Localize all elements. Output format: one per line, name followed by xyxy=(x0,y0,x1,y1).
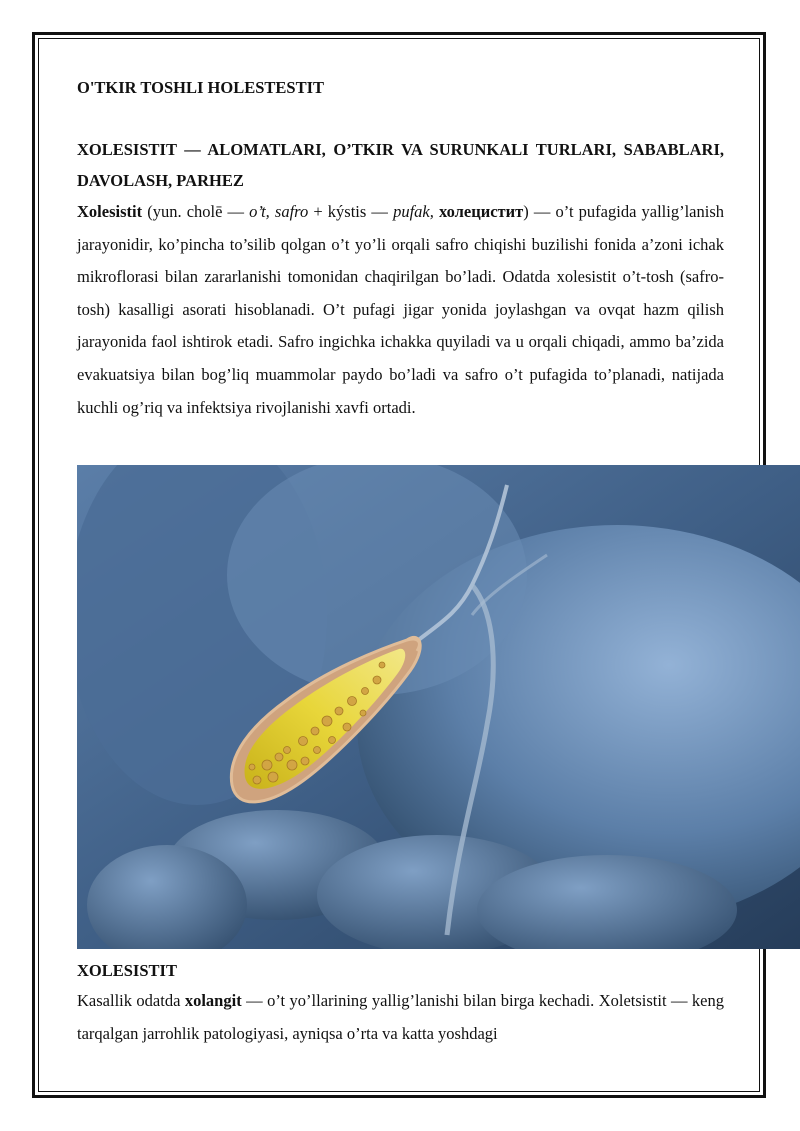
term-russian: холецистит xyxy=(438,202,524,221)
gallbladder-stones-image xyxy=(77,465,800,949)
document-body xyxy=(77,74,724,424)
disease-paragraph: Kasallik odatda xolangit — o’t yo’llarining yallig’lanishi bilan birga kechadi. Xoletsistit — keng tarqalgan jarrohlik patologiyasi, ayniqsa o’rta va katta yoshdagi xyxy=(77,991,724,1043)
term-xolesistit: Xolesistit xyxy=(77,202,143,221)
document-title: O'TKIR TOSHLI HOLESTESTIT xyxy=(77,78,325,97)
gallbladder-illustration xyxy=(77,465,800,949)
intro-paragraph: Xolesistit (yun. cholē — o’t, safro + kýstis — pufak, холецистит) — o’t pufagida yallig’lanish jarayonidir, ko’pincha to’silib qolgan o’t yo’li orqali safro chiqishi buzilishi fonida a’zoni ichak mikroflorasi bilan zararlanishi tomonidan chaqirilgan bo’ladi. Odatda xolesistit o’t-tosh (safro-tosh) kasalligi asorati hisoblanadi. O’t pufagi jigar yonida joylashgan va ovqat hazm qilish jarayonida faol ishtirok etadi. Safro ingichka ichakka quyiladi va u orqali chiqadi, ammo ba’zida evakuatsiya bilan bog’liq muammolar paydo bo’ladi va safro o’t pufagida to’planadi, natijada kuchli og’riq va infektsiya rivojlanishi xavfi ortadi. xyxy=(77,202,724,417)
section-xolesistit xyxy=(77,957,724,1050)
section-heading-xolesistit: XOLESISTIT xyxy=(77,961,177,980)
term-xolangit: xolangit xyxy=(184,991,242,1010)
section-heading: XOLESISTIT — ALOMATLARI, O’TKIR VA SURUNKALI TURLARI, SABABLARI, DAVOLASH, PARHEZ xyxy=(77,140,724,190)
